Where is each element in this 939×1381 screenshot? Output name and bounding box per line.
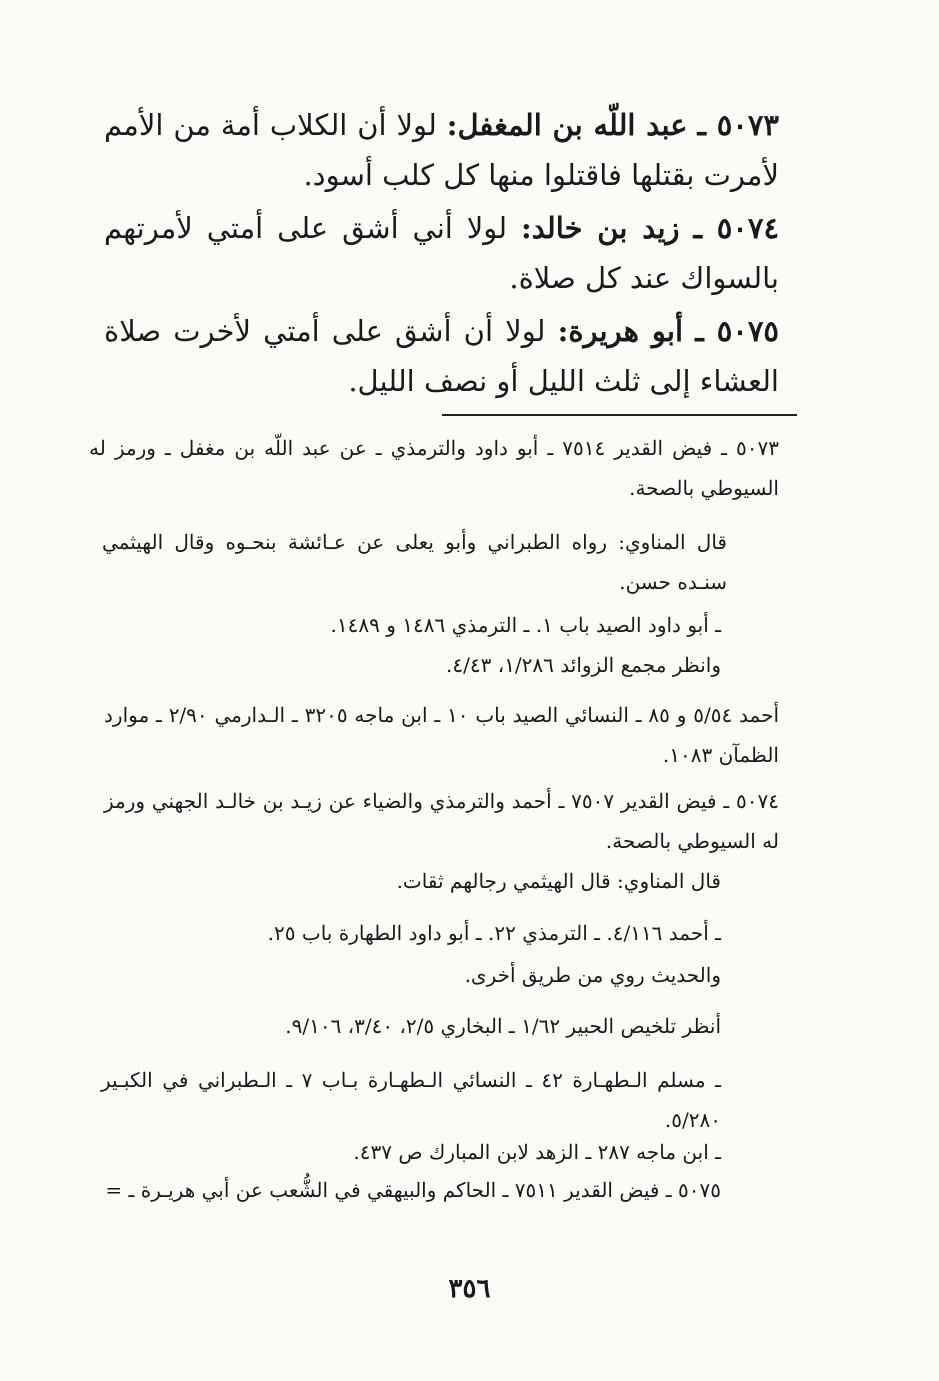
footnote-5074-refs: ـ أحمد ٤/١١٦. ـ الترمذي ٢٢. ـ أبو داود الطهارة باب ٢٥. (267, 921, 721, 945)
footnote-5074-source: ٥٠٧٤ ـ فيض القدير ٧٥٠٧ ـ أحمد والترمذي والضياء عن زيـد بن خالـد الجهني ورمز له السيوطي بالصحة. (104, 789, 779, 853)
hadith-text: لولا أن أشق على أمتي لأخرت صلاة العشاء إلى ثلث الليل أو نصف الليل. (104, 314, 779, 398)
hadith-number: ٥٠٧٤ ـ (693, 211, 780, 245)
footnote-5075-source: ٥٠٧٥ ـ فيض القدير ٧٥١١ ـ الحاكم والبيهقي في الشُّعب عن أبي هريـرة ـ = (105, 1178, 721, 1202)
hadith-narrator: عبد اللّه بن المغفل: (446, 108, 688, 142)
footnote-5073-more-refs: أحمد ٥/٥٤ و ٨٥ ـ النسائي الصيد باب ١٠ ـ ابن ماجه ٣٢٠٥ ـ الـدارمي ٢/٩٠ ـ موارد الظمآن ١٠٨٣. (104, 703, 779, 767)
footnote-5073-refs: ـ أبو داود الصيد باب ١. ـ الترمذي ١٤٨٦ و ١٤٨٩. (330, 613, 721, 637)
page-number: ٣٥٦ (448, 1274, 491, 1304)
footnote-5074-other-route: والحديث روي من طريق أخرى. (464, 963, 721, 987)
footnote-5074-ibn-majah: ـ ابن ماجه ٢٨٧ ـ الزهد لابن المبارك ص ٤٣٧. (353, 1140, 721, 1164)
footnote-5073-zawaid: وانظر مجمع الزوائد ١/٢٨٦، ٤/٤٣. (446, 653, 721, 677)
hadith-text: لولا أني أشق على أمتي لأمرتهم بالسواك عند كل صلاة. (104, 211, 779, 295)
hadith-5073 (104, 100, 779, 200)
hadith-number: ٥٠٧٥ ـ (695, 314, 780, 348)
footnote-5074-talkhis: أنظر تلخيص الحبير ١/٦٢ ـ البخاري ٢/٥، ٣/٤٠، ٩/١٠٦. (285, 1014, 721, 1038)
hadith-5074 (104, 203, 779, 303)
footnote-5074-muslim: ـ مسلم الـطهـارة ٤٢ ـ النسائي الـطهـارة بـاب ٧ ـ الـطبراني في الكبـير ٥/٢٨٠. (101, 1068, 721, 1132)
hadith-5075 (104, 306, 779, 406)
footnote-5074-munawi: قال المناوي: قال الهيثمي رجالهم ثقات. (396, 869, 721, 893)
footnote-5073-source: ٥٠٧٣ ـ فيض القدير ٧٥١٤ ـ أبو داود والترمذي ـ عن عبد اللّه بن مغفل ـ ورمز له السيوطي بالصحة. (89, 436, 779, 500)
hadith-text: لولا أن الكلاب أمة من الأمم لأمرت بقتلها فاقتلوا منها كل كلب أسود. (104, 108, 779, 192)
hadith-narrator: أبو هريرة: (557, 314, 684, 348)
footnote-separator (442, 414, 797, 416)
hadith-narrator: زيد بن خالد: (521, 211, 680, 245)
hadith-number: ٥٠٧٣ ـ (697, 108, 780, 142)
footnote-5073-munawi: قال المناوي: رواه الطبراني وأبو يعلى عن عـائشة بنحـوه وقال الهيثمي سنـده حسن. (102, 530, 727, 594)
